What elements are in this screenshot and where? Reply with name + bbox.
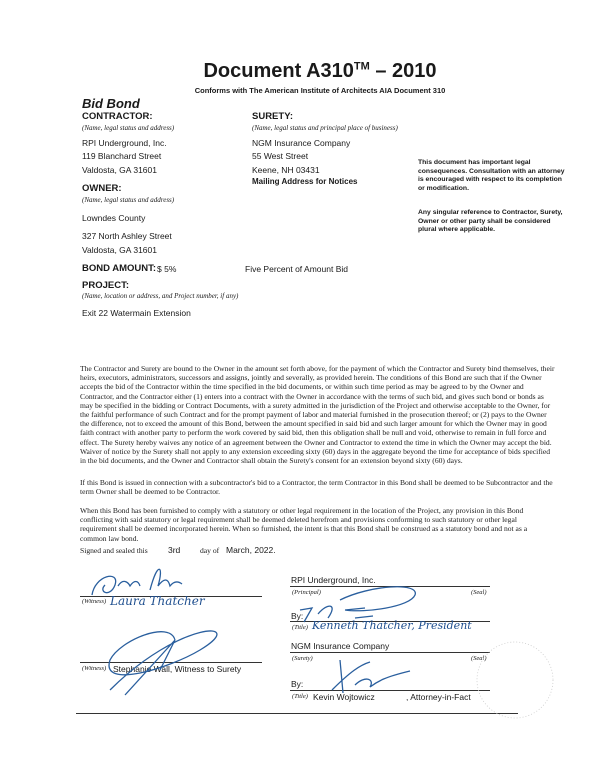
surety-title-label: (Title) bbox=[292, 693, 308, 700]
principal-label: (Principal) bbox=[292, 589, 321, 596]
witness1-label: (Witness) bbox=[82, 598, 107, 605]
surety-signature bbox=[332, 660, 410, 693]
surety-company-name: NGM Insurance Company bbox=[291, 641, 390, 651]
surety-line: 55 West Street bbox=[252, 151, 309, 161]
principal-title-label: (Title) bbox=[292, 624, 308, 631]
principal-signature bbox=[300, 587, 415, 622]
contractor-hint: (Name, legal status and address) bbox=[82, 124, 175, 132]
bond-amount-words: Five Percent of Amount Bid bbox=[245, 264, 348, 274]
document-subtitle: Conforms with The American Institute of Architects AIA Document 310 bbox=[194, 86, 446, 95]
project-value: Exit 22 Watermain Extension bbox=[82, 308, 191, 318]
owner-label: OWNER: bbox=[82, 183, 122, 194]
surety-label: SURETY: bbox=[252, 111, 293, 122]
signed-date: March, 2022. bbox=[226, 545, 276, 555]
surety-line: Keene, NH 03431 bbox=[252, 165, 320, 175]
contractor-line: Valdosta, GA 31601 bbox=[82, 165, 157, 175]
surety-signer-title: , Attorney-in-Fact bbox=[406, 692, 471, 702]
surety-signer: Kevin Wojtowicz bbox=[313, 692, 375, 702]
surety-seal-label: (Seal) bbox=[471, 655, 487, 662]
project-hint: (Name, location or address, and Project number, if any) bbox=[82, 292, 239, 300]
contractor-line: 119 Blanchard Street bbox=[82, 151, 162, 161]
principal-name: RPI Underground, Inc. bbox=[291, 575, 376, 585]
surety-line: NGM Insurance Company bbox=[252, 138, 351, 148]
bond-conditions-paragraph: The Contractor and Surety are bound to the Owner in the amount set forth above, for the payment of which the Contractor and Surety bind themselves, their heirs, executors, administrators, successors and assigns, jointly and severally, as provided herein. The conditions of this Bond are such that if the Owner accepts the bid of the Contractor within the time specified in the bid documents, or within such time period as may be agreed to by the Owner and Contractor, and the Contractor either (1) enters into a contract with the Owner in accordance with the terms of such bid, and gives such bond or bonds as may be specified in the bidding or Contract Documents, with a surety admitted in the jurisdiction of the Project and otherwise acceptable to the Owner, for the faithful performance of such Contract and for the prompt payment of labor and material furnished in the prosecution thereof; or (2) pays to the Owner the difference, not to exceed the amount of this Bond, between the amount specified in said bid and such larger amount for which the Owner may in good faith contract with another party to perform the work covered by said bid, then this obligation shall be null and void, otherwise to remain in full force and effect. The Surety hereby waives any notice of an agreement between the Owner and Contractor to extend the time in which the Owner may accept the bid. Waiver of notice by the Surety shall not apply to any extension exceeding sixty (60) days in the aggregate beyond the time for acceptance of bids specified in the bid documents, and the Owner and Contractor shall obtain the Surety's consent for an extension beyond sixty (60) days. bbox=[80, 364, 555, 466]
document-title: Document A310™ – 2010 bbox=[203, 60, 437, 82]
witness2-label: (Witness) bbox=[82, 665, 107, 672]
surety-hint: (Name, legal status and principal place of business) bbox=[252, 124, 398, 132]
contractor-line: RPI Underground, Inc. bbox=[82, 138, 167, 148]
owner-line: Lowndes County bbox=[82, 213, 146, 223]
witness2-name: Stephanie Wall, Witness to Surety bbox=[113, 664, 242, 674]
principal-seal-label: (Seal) bbox=[471, 589, 487, 596]
surety-by-label: By: bbox=[291, 679, 304, 689]
doc-type-heading: Bid Bond bbox=[82, 96, 140, 111]
plural-note: Any singular reference to Contractor, Surety, Owner or other party shall be considered plural where applicable. bbox=[418, 209, 563, 234]
subcontractor-paragraph: If this Bond is issued in connection with a subcontractor's bid to a Contractor, the term Contractor in this Bond shall be deemed to be Subcontractor and the term Owner shall be deemed to be Contractor. bbox=[80, 478, 553, 497]
statutory-paragraph: When this Bond has been furnished to comply with a statutory or other legal requirement in the location of the Project, any provision in this Bond conflicting with said statutory or legal requirement shall be deemed deleted herefrom and provisions conforming to such statutory or other legal requirement shall be deemed incorporated herein. When so furnished, the intent is that this Bond shall be construed as a statutory bond and not as a common law bond. bbox=[80, 506, 528, 543]
signed-mid: day of bbox=[200, 546, 220, 555]
principal-title: Kenneth Thatcher, President bbox=[312, 619, 472, 632]
bond-amount-value: $ 5% bbox=[157, 264, 177, 274]
witness1-name: Laura Thatcher bbox=[110, 594, 205, 608]
bond-amount-label: BOND AMOUNT: bbox=[82, 263, 157, 274]
legal-note: This document has important legal consequences. Consultation with an attorney is encouraged with respect to its completion or modification. bbox=[418, 159, 565, 192]
owner-line: 327 North Ashley Street bbox=[82, 231, 172, 241]
signed-day: 3rd bbox=[168, 545, 181, 555]
signed-prefix: Signed and sealed this bbox=[80, 546, 148, 555]
surety-mailing: Mailing Address for Notices bbox=[252, 177, 358, 186]
project-label: PROJECT: bbox=[82, 280, 129, 291]
principal-by-label: By: bbox=[291, 611, 304, 621]
witness2-signature bbox=[109, 631, 217, 695]
surety-label-small: (Surety) bbox=[292, 655, 313, 662]
witness1-signature bbox=[92, 569, 182, 595]
surety-seal-stamp bbox=[477, 642, 553, 718]
owner-line: Valdosta, GA 31601 bbox=[82, 245, 157, 255]
owner-hint: (Name, legal status and address) bbox=[82, 196, 175, 204]
contractor-label: CONTRACTOR: bbox=[82, 111, 153, 122]
